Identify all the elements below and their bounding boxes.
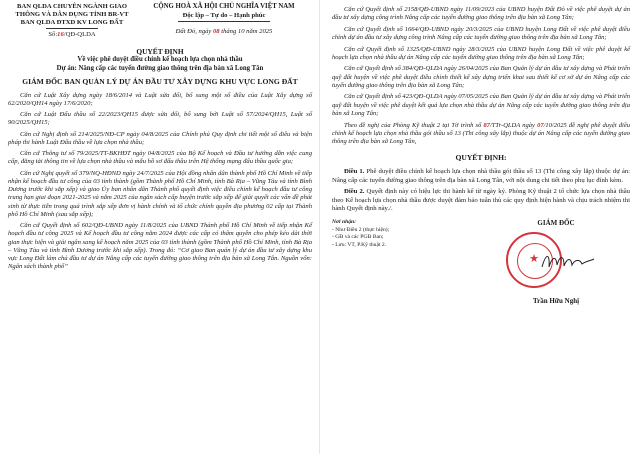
decision-title: QUYẾT ĐỊNH — [136, 47, 184, 56]
proposal-handwritten-date: 07 — [537, 121, 544, 129]
nation-name: CỘNG HOÀ XÃ HỘI CHỦ NGHĨA VIỆT NAM — [153, 3, 295, 10]
national-motto: Độc lập – Tự do – Hạnh phúc — [182, 11, 266, 19]
date-prefix: Đất Đỏ, ngày — [175, 28, 212, 35]
date-handwritten: 08 — [213, 28, 220, 35]
recipient-item: - Lưu: VT, P.Kỹ thuật 2. — [332, 241, 387, 248]
issuing-agency — [8, 3, 136, 39]
article-text: Quyết định này có hiệu lực thi hành kể từ ngày ký. Phòng Kỹ thuật 2 tổ chức lựa chọn nhà thầu theo Kế hoạch lựa chọn nhà thầu được duyệt đảm bảo tuân thủ các quy định hiện hành và chịu trách nhiệm thi hành Quyết định này./. — [332, 188, 631, 213]
legal-basis-item: Căn cứ Nghị quyết số 379/NQ-HĐND ngày 24/7/2025 của Hội đồng nhân dân thành phố Hồ Chí Minh về tiếp nhận kế hoạch đầu tư công của 03 tỉnh thành (gồm Thành phố Hồ Chí Minh, tỉnh Bà Rịa – Vũng Tàu và tỉnh Bình Dương trước khi sắp xếp) và giao Ủy ban nhân dân Thành phố quyết định việc điều chỉnh kế hoạch đầu tư công trung hạn giai đoạn 2021-2025 và năm 2025 của ngân sách cấp huyện trước sắp xếp để giải quyết các vấn đề phát sinh từ thực tiễn trong quá trình sắp xếp đơn vị hành chính và tổ chức chính quyền địa phương 02 cấp tại Thành phố Hồ Chí Minh (sau sắp xếp); — [8, 169, 312, 218]
legal-basis-item: Căn cứ Thông tư số 79/2025/TT-BKHĐT ngày 04/8/2025 của Bộ Kế hoạch và Đầu tư hướng dẫn việc cung cấp, đăng tải thông tin về lựa chọn nhà thầu và mẫu hồ sơ đấu thầu trên Hệ thống mạng đấu thầu quốc gia; — [8, 150, 312, 166]
project-subject: Dự án: Nâng cấp các tuyến đường giao thông trên địa bàn xã Long Tân — [56, 64, 264, 72]
signature-block — [482, 219, 630, 306]
legal-basis-item: Căn cứ Quyết định số 423/QĐ-QLDA ngày 07/05/2025 của Ban Quản lý dự án đầu tư xây dựng và Phát triển quỹ đất huyện về việc phê duyệt kết quả lựa chọn nhà thầu dự án Nâng cấp các tuyến đường giao thông trên địa bàn xã Long Tân; — [332, 93, 630, 118]
agency-line-1: BAN QLDA CHUYÊN NGÀNH GIAO — [17, 3, 127, 10]
recipient-item: - Như Điều 2 (thực hiện); — [332, 226, 390, 233]
decision-subject: Về việc phê duyệt điều chỉnh kế hoạch lựa chọn nhà thầu — [77, 56, 243, 63]
agency-line-2: THÔNG VÀ DÂN DỤNG TỈNH BR-VT — [15, 11, 129, 18]
right-page — [320, 0, 640, 454]
legal-basis-item: Căn cứ Quyết định số 1664/QĐ-UBND ngày 20/3/2025 của UBND huyện Long Đất về việc phê duyệt điều chỉnh dự án đầu tư xây dựng công trình Nâng cấp các tuyến đường giao thông trên địa bàn xã Long Tân; — [332, 25, 630, 42]
doc-number-suffix: /QĐ-QLDA — [63, 31, 96, 38]
national-header — [136, 3, 312, 39]
recipients-label: Nơi nhận: — [332, 219, 356, 226]
decision-heading: QUYẾT ĐỊNH: — [455, 153, 507, 163]
motto-underline — [178, 21, 270, 22]
signer-name: Trần Hữu Nghị — [532, 297, 580, 306]
agency-underline — [46, 28, 98, 29]
issuer-heading: GIÁM ĐỐC BAN QUẢN LÝ DỰ ÁN ĐẦU TƯ XÂY DỰNG KHU VỰC LONG ĐẤT — [22, 77, 298, 86]
article-2 — [332, 188, 630, 213]
proposal-handwritten-number: 87 — [483, 121, 490, 129]
proposal-text-mid: /TTr-QLDA ngày — [490, 121, 535, 129]
legal-basis-item: Căn cứ Quyết định số 602/QĐ-UBND ngày 11/8/2025 của UBND Thành phố Hồ Chí Minh về tiếp nhận Kế hoạch đầu tư công 2025 và Kế hoạch đầu tư công năm 2024 được các cấp có thẩm quyền cho phép kéo dài thời gian thực hiện và giải ngân sang kế hoạch năm 2025 của 03 tỉnh thành (gồm Thành phố Hồ Chí Minh, tỉnh Bà Rịa – Vũng Tàu và tỉnh Bình Dương trước khi sắp xếp). Trong đó: “Cơ giao Ban quản lý dự án đầu tư xây dựng khu vực Long Đất làm chủ đầu tư dự án Nâng cấp các tuyến đường giao thông trên địa bàn xã Long Tân. Nguồn vốn: Ngân sách thành phố” — [8, 222, 312, 271]
article-label: Điều 1. — [344, 168, 365, 176]
article-text: Phê duyệt điều chỉnh kế hoạch lựa chọn nhà thầu gói thầu số 13 (Thi công xây lắp) thuộc dự án: Nâng cấp các tuyến đường giao thông trên địa bàn xã Long Tân, với nội dung chi tiết theo phụ lục đính kèm. — [332, 168, 631, 184]
document-number — [8, 31, 136, 39]
proposal-text-before: Theo đề nghị của Phòng Kỹ thuật 2 tại Tờ trình số — [344, 121, 482, 129]
legal-basis-item: Căn cứ Luật Đấu thầu số 22/2023/QH15 được sửa đổi, bổ sung bởi Luật số 57/2024/QH15, Luật số 90/2025/QH15; — [8, 111, 312, 127]
handwritten-signature-icon — [540, 249, 596, 273]
legal-basis-item: Căn cứ Luật Xây dựng ngày 18/6/2014 và Luật sửa đổi, bổ sung một số điều của Luật Xây dựng số 62/2020/QH14 ngày 17/6/2020; — [8, 91, 312, 107]
article-1 — [332, 168, 630, 185]
legal-basis-left — [8, 92, 312, 272]
legal-basis-right — [332, 6, 630, 146]
document-header — [8, 3, 312, 39]
doc-number-handwritten: 16 — [57, 31, 64, 38]
recipients-block — [332, 219, 482, 249]
issue-date — [136, 28, 312, 37]
article-label: Điều 2. — [344, 188, 365, 196]
doc-number-prefix: Số: — [48, 31, 58, 38]
proposal-paragraph — [332, 122, 630, 147]
signer-role: GIÁM ĐỐC — [537, 219, 575, 228]
legal-basis-item: Căn cứ Quyết định số 1325/QĐ-UBND ngày 28/3/2025 của UBND huyện Long Đất về việc phê duyệt kế hoạch lựa chọn nhà thầu dự án Nâng cấp các tuyến đường giao thông trên địa bàn xã Long Tân; — [332, 45, 630, 61]
proposal-text-after: /10/2025 đề nghị phê duyệt điều chỉnh kế hoạch lựa chọn nhà thầu gói thầu số 13 (Thi công xây lắp) thuộc dự án Nâng cấp các tuyến đường giao thông trên địa bàn xã Long Tân, — [332, 121, 630, 146]
date-suffix: tháng 10 năm 2025 — [221, 28, 273, 35]
legal-basis-item: Căn cứ Quyết định số 384/QĐ-QLDA ngày 26/04/2025 của Ban Quản lý dự án đầu tư xây dựng và Phát triển quỹ đất huyện về việc phê duyệt điều chỉnh thiết kế xây dựng triển khai sau thiết kế cơ sở dự án Nâng cấp các tuyến đường giao thông trên địa bàn xã Long Tân; — [332, 65, 630, 89]
agency-line-3: BAN QLDA ĐTXD KV LONG ĐẤT — [20, 19, 124, 26]
recipient-item: - GĐ và các PGĐ Ban; — [332, 234, 384, 241]
legal-basis-item: Căn cứ Quyết định số 2158/QĐ-UBND ngày 11/09/2023 của UBND huyện Đất Đỏ về việc phê duyệt dự án đầu tư xây dựng công trình Nâng cấp các tuyến đường giao thông trên địa bàn xã Long Tân; — [332, 6, 630, 22]
document-footer — [332, 219, 630, 306]
legal-basis-item: Căn cứ Nghị định số 214/2025/NĐ-CP ngày 04/8/2025 của Chính phủ Quy định chi tiết một số điều và biện pháp thi hành Luật Đấu thầu về lựa chọn nhà thầu; — [8, 130, 312, 146]
seal-star-icon: ★ — [529, 253, 539, 266]
